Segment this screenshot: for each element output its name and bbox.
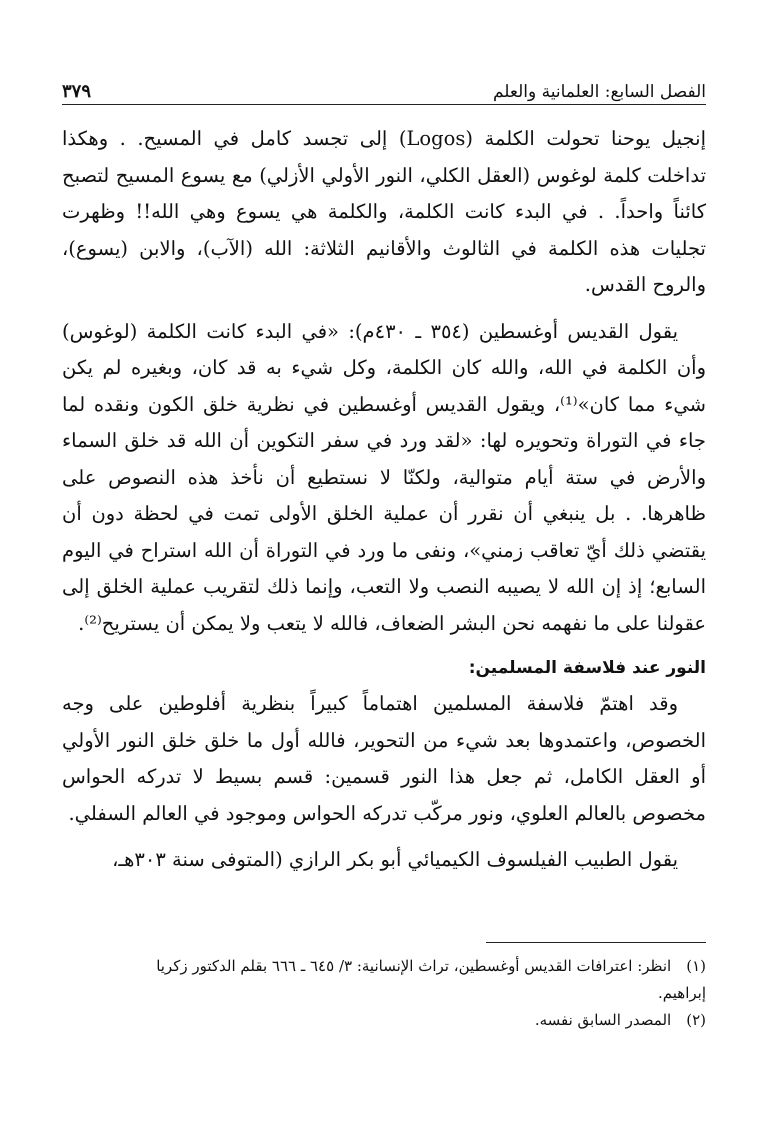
chapter-title: الفصل السابع: العلمانية والعلم — [492, 82, 706, 102]
footnote-1-continued: إبراهيم. — [658, 984, 706, 1002]
paragraph-3: وقد اهتمّ فلاسفة المسلمين اهتماماً كبيراً بنظرية أفلوطين على وجه الخصوص، واعتمدوها بعد شيء من التحوير، فالله أول ما خلق خلق النور الأولي أو العقل الكامل، ثم جعل هذا النور قسمين: قسم بسيط لا تدركه الحواس مخصوص بالعالم العلوي، ونور مركّب تدركه الحواس وموجود في العالم السفلي. — [62, 692, 706, 825]
paragraph-2: يقول القديس أوغسطين (٣٥٤ ـ ٤٣٠م): «في البدء كانت الكلمة (لوغوس) وأن الكلمة في الله، والله كان الكلمة، وكل شيء به قد كان، وبغيره لم يكن شيء مما كان»⁽¹⁾، ويقول القديس أوغسطين في نظرية خلق الكون ونقده لما جاء في التوراة وتحويره لها: «لقد ورد في سفر التكوين أن الله قد خلق السماء والأرض في ستة أيام متوالية، ولكنّا لا نستطيع أن نأخذ هذه النصوص على ظاهرها. . بل ينبغي أن نقرر أن عملية الخلق الأولى تمت في لحظة دون أن يقتضي ذلك أيّ تعاقب زمني»، ونفى ما ورد في التوراة أن الله استراح في اليوم السابع؛ إذ إن الله لا يصيبه النصب ولا التعب، وإنما ذلك لتقريب عملية الخلق إلى عقولنا على ما نفهمه نحن البشر الضعاف، فالله لا يتعب ولا يمكن أن يستريح⁽²⁾. — [62, 319, 707, 635]
paragraph-1: إنجيل يوحنا تحولت الكلمة (Logos) إلى تجسد كامل في المسيح. . وهكذا تداخلت كلمة لوغوس (العقل الكلي، النور الأولي الأزلي) مع يسوع المسيح لتصبح كائناً واحداً. . في البدء كانت الكلمة، والكلمة هي يسوع وهي الله!! وظهرت تجليات هذه الكلمة في الثالوث والأقانيم الثلاثة: الله (الآب)، والابن (يسوع)، والروح القدس. — [62, 127, 706, 296]
paragraph-4: يقول الطبيب الفيلسوف الكيميائي أبو بكر الرازي (المتوفى سنة ٣٠٣هـ، — [112, 848, 678, 871]
section-subheading: النور عند فلاسفة المسلمين: — [468, 658, 706, 678]
footnote-text: انظر: اعترافات القديس أوغسطين، تراث الإنسانية: ٣/ ٦٤٥ ـ ٦٦٦ بقلم الدكتور زكريا — [156, 957, 672, 975]
footnote-text: المصدر السابق نفسه. — [534, 1011, 672, 1029]
footnote-2 — [62, 1007, 706, 1034]
running-header — [62, 70, 706, 105]
book-page — [62, 70, 706, 1110]
page-number: ٣٧٩ — [62, 81, 92, 102]
footnote-1 — [62, 953, 706, 980]
footnote-number: (٢) — [686, 1011, 706, 1029]
footnote-divider — [486, 942, 706, 943]
footnotes — [62, 942, 706, 1034]
footnote-number: (١) — [686, 957, 706, 975]
